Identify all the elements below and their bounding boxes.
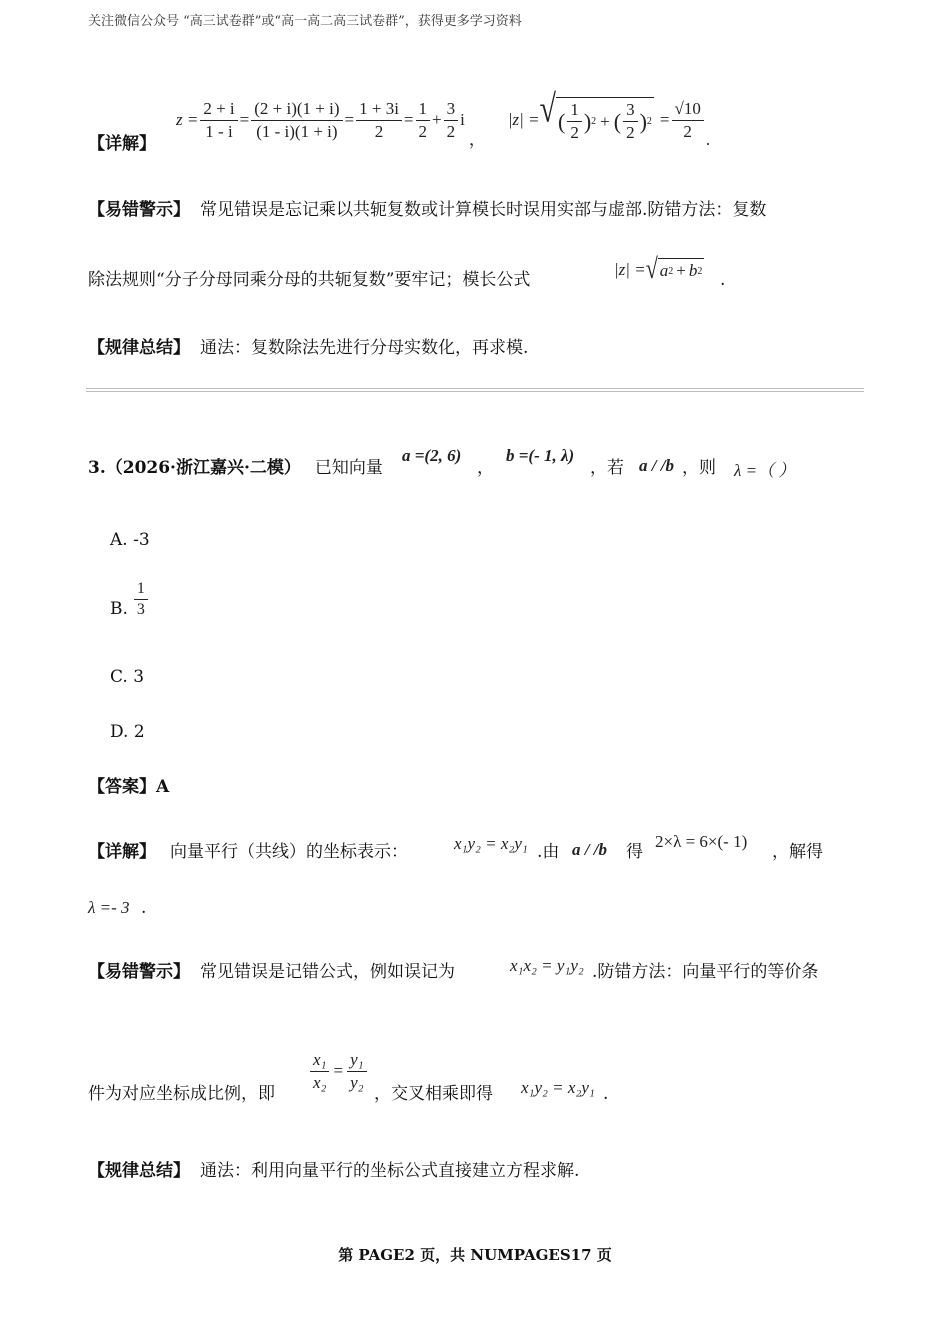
q2-warning-dot: . (720, 270, 726, 290)
q2-modulus-formula: |z| = √ a 2 + b 2 (614, 251, 703, 285)
q3-lambda-blank: λ =（ ） (734, 461, 796, 480)
q3-option-d[interactable]: D. 2 (110, 722, 145, 742)
q2-warning-line1: 【易错警示】 常见错误是忘记乘以共轭复数或计算模长时误用实部与虚部.防错方法：复数 (88, 200, 767, 220)
q3-answer: 【答案】A (88, 777, 170, 797)
q3-warning-fraction: $\frac{\text{x₁}}{\text{x₂}}$ = $\frac{\text{y₁}}{\text{y₂}}$ (308, 1050, 369, 1092)
q2-detail-label: 【详解】 (88, 134, 156, 154)
page-header: 关注微信公众号 “高三试卷群”或“高一高二高三试卷群”，获得更多学习资料 (88, 14, 522, 29)
q3-detail-dot: . (141, 898, 147, 918)
q3-detail-equation: 2×λ = 6×(- 1) (655, 832, 748, 851)
q3-parallel: a / /b (639, 456, 674, 475)
q2-warning-line2: 除法规则“分子分母同乘分母的共轭复数”要牢记；模长公式 (88, 270, 531, 290)
q3-detail-formula: x₁y₂ = x₂y₁ (454, 834, 528, 853)
q3-vector-a: a =(2, 6) (402, 446, 462, 465)
q3-warning-line1: 【易错警示】 常见错误是记错公式，例如误记为 (88, 962, 455, 982)
section-divider-second-line (86, 391, 864, 392)
q3-comma: ， (477, 458, 494, 478)
q3-option-b[interactable]: B. $\frac{1}{3}$ (110, 580, 150, 620)
q3-detail-result: λ =- 3 (88, 898, 130, 917)
section-divider (86, 388, 864, 389)
q3-number: 3.（2026·浙江嘉兴·二模） 已知向量 (88, 458, 383, 478)
q3-detail-de: 得 (626, 842, 643, 862)
q3-warning-line2: 件为对应坐标成比例，即 (88, 1084, 275, 1104)
q3-detail-you: .由 (537, 842, 560, 862)
q3-option-a[interactable]: A. -3 (110, 530, 150, 550)
q3-ze: ，则 (682, 458, 716, 478)
q3-warning-text4: ，交叉相乘即得 (374, 1084, 493, 1104)
q3-warning-formula1: x₁x₂ = y₁y₂ (510, 956, 584, 975)
page-footer: 第 PAGE2 页，共 NUMPAGES17 页 (338, 1246, 612, 1264)
q3-option-c[interactable]: C. 3 (110, 667, 145, 687)
q2-summary: 【规律总结】 通法：复数除法先进行分母实数化，再求模. (88, 338, 529, 358)
q3-detail-solve: ，解得 (772, 842, 823, 862)
q3-vector-b: b =(- 1, λ) (506, 446, 575, 465)
q3-detail-line1: 【详解】 向量平行（共线）的坐标表示： (88, 842, 408, 862)
q3-warning-text2: .防错方法：向量平行的等价条 (592, 962, 819, 982)
q3-summary: 【规律总结】 通法：利用向量平行的坐标公式直接建立方程求解. (88, 1161, 580, 1181)
q3-warning-dot: . (603, 1084, 609, 1104)
q3-warning-formula2: x₁y₂ = x₂y₁ (521, 1078, 595, 1097)
q2-detail-formula: z = $\frac{2 + i}{1 - i}$ = $\frac{(2 + i)(1 + i)}{(1 - i)(1 + i)}$ = $\frac{1 + 3i}{2}$ = $\frac{1}{2}$ + $\frac{3}{2}$ i ， |z| = √ ( $\frac{1}{2}$ ) 2 + ( $\frac{3}{2}$ ) 2 = $\frac{√10}{2}$ . (176, 88, 711, 149)
q3-ruo: ，若 (590, 458, 624, 478)
q3-detail-parallel: a / /b (572, 840, 607, 859)
